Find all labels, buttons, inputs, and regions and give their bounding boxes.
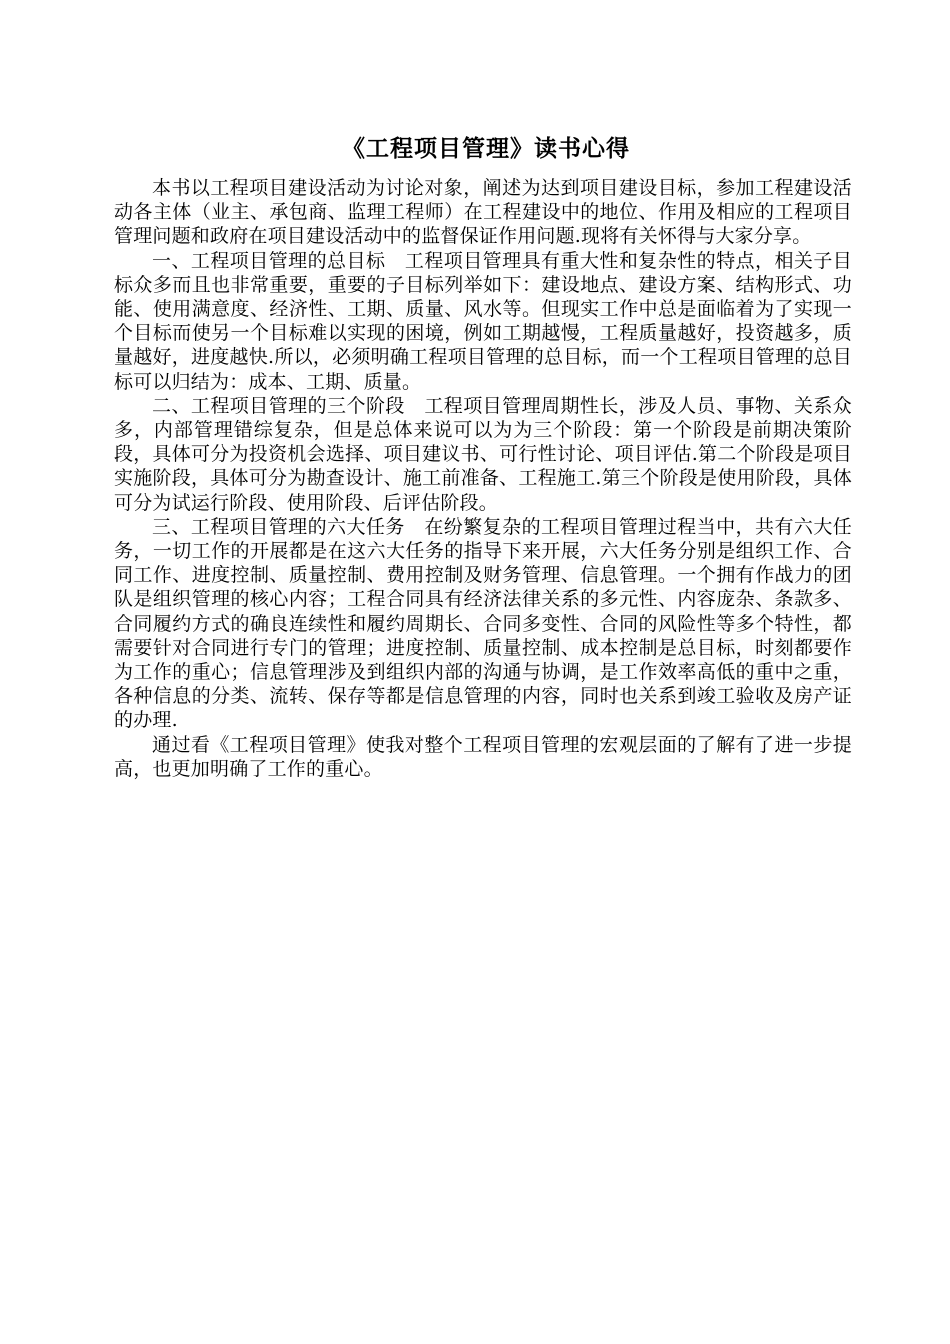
paragraph-section-3: 三、工程项目管理的六大任务 在纷繁复杂的工程项目管理过程当中，共有六大任务，一切工作的开展都是在这六大任务的指导下来开展，六大任务分别是组织工作、合同工作、进度控制、质量控制、费用控制及财务管理、信息管理。一个拥有作战力的团队是组织管理的核心内容；工程合同具有经济法律关系的多元性、内容庞杂、条款多、合同履约方式的确良连续性和履约周期长、合同多变性、合同的风险性等多个特性，都需要针对合同进行专门的管理；进度控制、质量控制、成本控制是总目标，时刻都要作为工作的重心；信息管理涉及到组织内部的沟通与协调，是工作效率高低的重中之重，各种信息的分类、流转、保存等都是信息管理的内容，同时也关系到竣工验收及房产证的办理. [114, 515, 852, 732]
document-body [114, 176, 852, 781]
document-title: 《工程项目管理》读书心得 [342, 135, 630, 162]
paragraph-conclusion: 通过看《工程项目管理》使我对整个工程项目管理的宏观层面的了解有了进一步提高，也更加明确了工作的重心。 [114, 733, 852, 780]
paragraph-section-1: 一、工程项目管理的总目标 工程项目管理具有重大性和复杂性的特点，相关子目标众多而且也非常重要，重要的子目标列举如下：建设地点、建设方案、结构形式、功能、使用满意度、经济性、工期、质量、风水等。但现实工作中总是面临着为了实现一个目标而使另一个目标难以实现的困境，例如工期越慢，工程质量越好，投资越多，质量越好，进度越快.所以，必须明确工程项目管理的总目标，而一个工程项目管理的总目标可以归结为：成本、工期、质量。 [114, 249, 852, 393]
paragraph-intro: 本书以工程项目建设活动为讨论对象，阐述为达到项目建设目标，参加工程建设活动各主体（业主、承包商、监理工程师）在工程建设中的地位、作用及相应的工程项目管理问题和政府在项目建设活动中的监督保证作用问题.现将有关怀得与大家分享。 [114, 177, 852, 248]
paragraph-section-2: 二、工程项目管理的三个阶段 工程项目管理周期性长，涉及人员、事物、关系众多，内部管理错综复杂，但是总体来说可以为为三个阶段：第一个阶段是前期决策阶段，具体可分为投资机会选择、项目建议书、可行性讨论、项目评估.第二个阶段是项目实施阶段，具体可分为勘查设计、施工前准备、工程施工.第三个阶段是使用阶段，具体可分为试运行阶段、使用阶段、后评估阶段。 [114, 394, 852, 514]
